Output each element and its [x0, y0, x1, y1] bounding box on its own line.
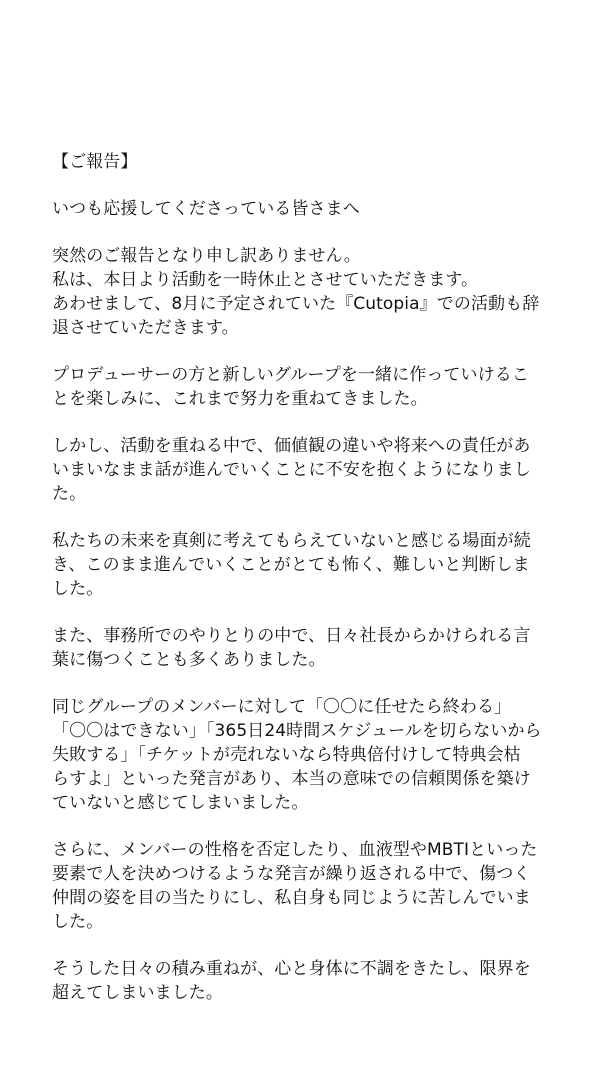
paragraph-line: いまいなまま話が進んでいくことに不安を抱くようになりまし — [52, 460, 531, 480]
paragraph-office — [52, 624, 572, 672]
paragraph-line: いつも応援してくださっている皆さまへ — [52, 199, 360, 219]
paragraph-line: また、事務所でのやりとりの中で、日々社長からかけられる言 — [52, 626, 531, 646]
paragraph-announcement — [52, 244, 572, 340]
paragraph-line: 私は、本日より活動を一時休止とさせていただきます。 — [52, 270, 479, 290]
paragraph-line: 同じグループのメンバーに対して「〇〇に任せたら終わる」 — [52, 697, 512, 717]
paragraph-line: き、このまま進んでいくことがとても怖く、難しいと判断しま — [52, 555, 530, 575]
paragraph-greeting — [52, 197, 572, 221]
paragraph-line: 要素で人を決めつけるような発言が繰り返される中で、傷つく — [52, 864, 531, 884]
document-title: 【ご報告】 — [52, 152, 138, 172]
paragraph-line: 失敗する」「チケットが売れないなら特典倍付けして特典会枯 — [52, 745, 521, 765]
paragraph-line: ていないと感じてしまいました。 — [52, 793, 309, 813]
paragraph-line: 突然のご報告となり申し訳ありません。 — [52, 246, 361, 266]
paragraph-limit — [52, 957, 572, 1005]
paragraph-line: た。 — [52, 484, 87, 504]
announcement-document — [52, 150, 572, 1028]
paragraph-line: とを楽しみに、これまで努力を重ねてきました。 — [52, 389, 428, 409]
paragraph-future — [52, 529, 572, 601]
paragraph-line: した。 — [52, 579, 104, 599]
paragraph-line: そうした日々の積み重ねが、心と身体に不調をきたし、限界を — [52, 959, 531, 979]
document-title-block — [52, 150, 572, 174]
paragraph-line: さらに、メンバーの性格を否定したり、血液型やMBTIといった — [52, 840, 538, 860]
paragraph-line: プロデューサーの方と新しいグループを一緒に作っていけるこ — [52, 365, 529, 385]
paragraph-effort — [52, 363, 572, 411]
paragraph-line: 退させていただきます。 — [52, 318, 239, 338]
paragraph-line: 「〇〇はできない」「365日24時間スケジュールを切らないから — [52, 721, 542, 741]
paragraph-statements — [52, 695, 572, 815]
paragraph-line: あわせまして、8月に予定されていた『Cutopia』での活動も辞 — [52, 294, 540, 314]
paragraph-line: 超えてしまいました。 — [52, 983, 223, 1003]
paragraph-line: 私たちの未来を真剣に考えてもらえていないと感じる場面が続 — [52, 531, 531, 551]
paragraph-concern — [52, 434, 572, 506]
paragraph-personality — [52, 838, 572, 934]
paragraph-line: らすよ」といった発言があり、本当の意味での信頼関係を築け — [52, 769, 531, 789]
paragraph-line: 葉に傷つくことも多くありました。 — [52, 650, 326, 670]
paragraph-line: しかし、活動を重ねる中で、価値観の違いや将来への責任があ — [52, 436, 531, 456]
paragraph-line: した。 — [52, 912, 104, 932]
paragraph-line: 仲間の姿を目の当たりにし、私自身も同じように苦しんでいま — [52, 888, 531, 908]
